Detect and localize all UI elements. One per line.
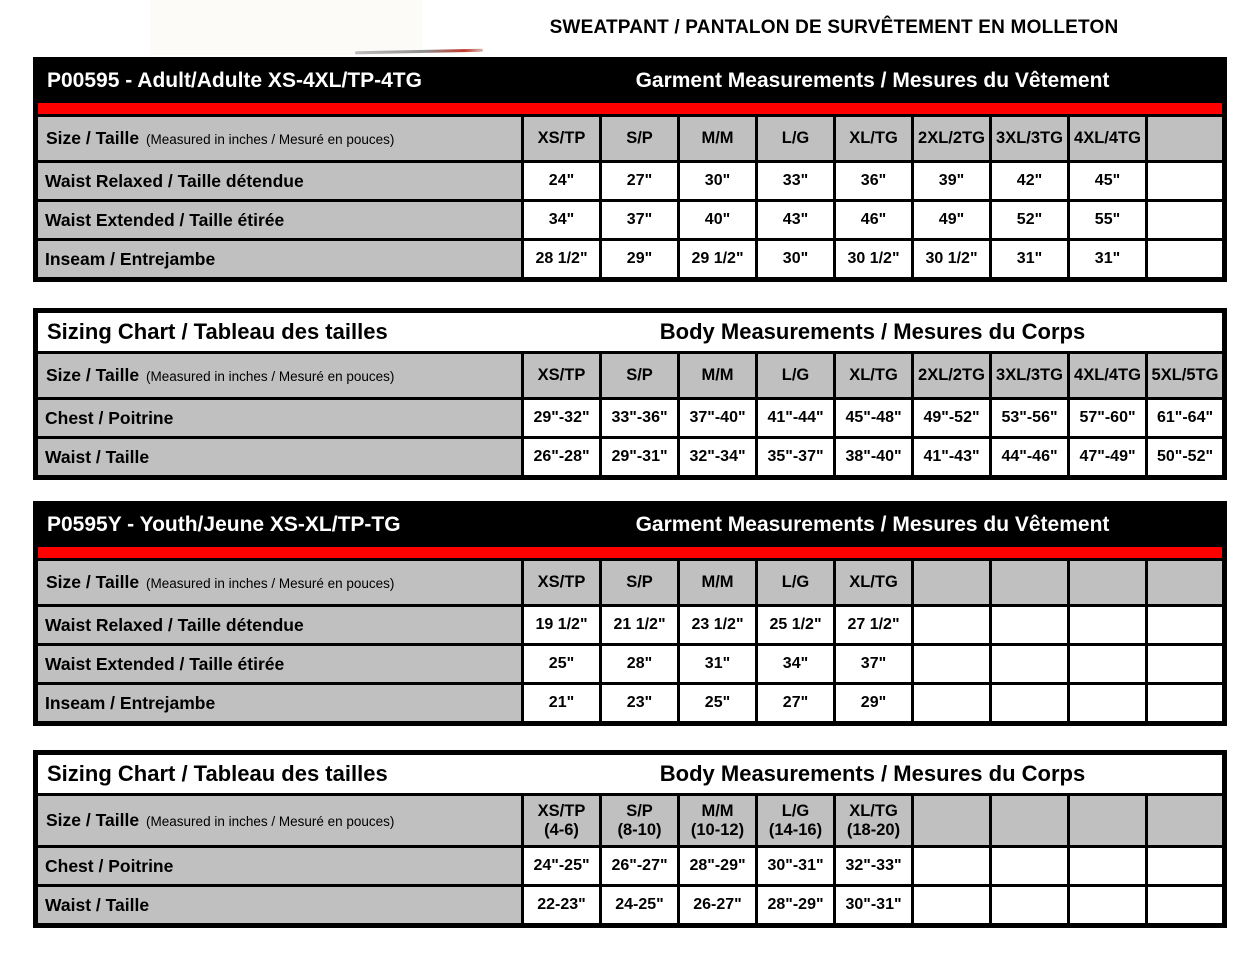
value-cell: 30"	[757, 240, 835, 280]
value-cell: 27"	[601, 162, 679, 201]
column-header-range: (8-10)	[617, 820, 662, 839]
value-cell	[913, 606, 991, 645]
column-header-label: L/G	[781, 801, 810, 820]
value-cell: 29"-32"	[523, 399, 601, 438]
column-header-label: S/P	[626, 801, 653, 820]
column-header	[991, 795, 1069, 847]
value-cell: 23"	[601, 684, 679, 724]
value-cell	[1147, 606, 1225, 645]
column-header-range: (14-16)	[768, 820, 823, 839]
value-cell: 30 1/2"	[913, 240, 991, 280]
value-cell	[1147, 162, 1225, 201]
row-label: Inseam / Entrejambe	[36, 240, 523, 280]
table-header	[36, 311, 1225, 353]
column-header	[835, 560, 913, 606]
value-cell: 33"-36"	[601, 399, 679, 438]
size-header-row	[36, 353, 1225, 399]
header-right-title: Garment Measurements / Mesures du Vêtement	[635, 69, 1110, 92]
value-cell: 29"	[601, 240, 679, 280]
value-cell: 28"-29"	[757, 886, 835, 926]
value-cell	[1069, 886, 1147, 926]
value-cell: 30"-31"	[757, 847, 835, 886]
header-right-title: Garment Measurements / Mesures du Vêtement	[635, 513, 1110, 536]
value-cell: 47"-49"	[1069, 438, 1147, 478]
value-cell: 52"	[991, 201, 1069, 240]
column-header	[991, 353, 1069, 399]
size-measure-note: (Measured in inches / Mesuré en pouces)	[146, 132, 395, 147]
column-header-label: L/G	[781, 573, 810, 592]
value-cell: 21 1/2"	[601, 606, 679, 645]
size-label-cell	[36, 353, 523, 399]
column-header	[523, 560, 601, 606]
column-header-label: 3XL/3TG	[996, 129, 1063, 148]
column-header-label: 5XL/5TG	[1151, 366, 1219, 385]
column-header	[601, 353, 679, 399]
value-cell	[1069, 645, 1147, 684]
value-cell	[913, 645, 991, 684]
value-cell: 24-25"	[601, 886, 679, 926]
column-header	[523, 795, 601, 847]
table-youth-body-measurements	[33, 750, 1227, 928]
value-cell: 21"	[523, 684, 601, 724]
table-adult-garment-measurements	[33, 57, 1227, 282]
value-cell: 29 1/2"	[679, 240, 757, 280]
size-label: Size / Taille	[46, 128, 140, 148]
column-header	[679, 116, 757, 162]
value-cell: 30"-31"	[835, 886, 913, 926]
red-stripe-row	[36, 102, 1225, 116]
column-header-label: XL/TG	[849, 573, 898, 592]
column-header-label: S/P	[626, 366, 653, 385]
value-cell	[1147, 240, 1225, 280]
table-row	[36, 201, 1225, 240]
column-header-label: L/G	[781, 129, 810, 148]
row-label: Chest / Poitrine	[36, 847, 523, 886]
value-cell	[1147, 886, 1225, 926]
value-cell: 36"	[835, 162, 913, 201]
column-header-label: XL/TG	[849, 129, 898, 148]
value-cell: 32"-33"	[835, 847, 913, 886]
column-header-label: XL/TG	[849, 366, 898, 385]
value-cell: 45"-48"	[835, 399, 913, 438]
value-cell: 24"-25"	[523, 847, 601, 886]
value-cell	[913, 684, 991, 724]
column-header	[991, 116, 1069, 162]
value-cell: 25"	[679, 684, 757, 724]
header-right-title: Body Measurements / Mesures du Corps	[659, 761, 1086, 786]
value-cell: 41"-44"	[757, 399, 835, 438]
row-label: Waist / Taille	[36, 438, 523, 478]
artifact-streak	[355, 49, 483, 55]
header-left-title: P00595 - Adult/Adulte XS-4XL/TP-4TG	[47, 69, 422, 92]
row-label: Chest / Poitrine	[36, 399, 523, 438]
value-cell: 33"	[757, 162, 835, 201]
column-header-label: XS/TP	[537, 801, 586, 820]
column-header-label: 4XL/4TG	[1074, 129, 1141, 148]
table-header-row	[36, 753, 1225, 795]
value-cell: 31"	[1069, 240, 1147, 280]
column-header	[913, 560, 991, 606]
red-stripe	[36, 102, 1225, 116]
row-label: Waist Extended / Taille étirée	[36, 201, 523, 240]
value-cell: 41"-43"	[913, 438, 991, 478]
table-row	[36, 438, 1225, 478]
column-header	[913, 116, 991, 162]
value-cell	[1069, 684, 1147, 724]
value-cell: 37"-40"	[679, 399, 757, 438]
column-header-label: XL/TG	[849, 801, 898, 820]
column-header	[1147, 560, 1225, 606]
column-header-label: 2XL/2TG	[918, 129, 985, 148]
value-cell: 28"-29"	[679, 847, 757, 886]
column-header	[757, 353, 835, 399]
value-cell: 26"-27"	[601, 847, 679, 886]
column-header	[991, 560, 1069, 606]
value-cell: 31"	[991, 240, 1069, 280]
value-cell: 28"	[601, 645, 679, 684]
column-header	[1069, 116, 1147, 162]
value-cell	[1069, 606, 1147, 645]
size-measure-note: (Measured in inches / Mesuré en pouces)	[146, 576, 395, 591]
value-cell: 30"	[679, 162, 757, 201]
value-cell: 29"	[835, 684, 913, 724]
value-cell: 50"-52"	[1147, 438, 1225, 478]
table-row	[36, 606, 1225, 645]
value-cell: 45"	[1069, 162, 1147, 201]
column-header	[679, 560, 757, 606]
header-left-title: Sizing Chart / Tableau des tailles	[47, 761, 388, 786]
column-header	[679, 795, 757, 847]
value-cell: 34"	[523, 201, 601, 240]
value-cell: 39"	[913, 162, 991, 201]
column-header-label: 3XL/3TG	[996, 366, 1063, 385]
table-adult-body-measurements	[33, 308, 1227, 480]
value-cell: 19 1/2"	[523, 606, 601, 645]
column-header	[1069, 795, 1147, 847]
size-label: Size / Taille	[46, 365, 140, 385]
value-cell	[913, 847, 991, 886]
value-cell: 26"-28"	[523, 438, 601, 478]
column-header-label: 2XL/2TG	[918, 366, 985, 385]
column-header-range: (4-6)	[544, 820, 579, 839]
column-header	[601, 795, 679, 847]
header-left-title: P0595Y - Youth/Jeune XS-XL/TP-TG	[47, 513, 401, 536]
table-header-row	[36, 504, 1225, 546]
column-header-label: XS/TP	[537, 129, 586, 148]
header-left-title: Sizing Chart / Tableau des tailles	[47, 319, 388, 344]
column-header	[757, 795, 835, 847]
value-cell: 49"-52"	[913, 399, 991, 438]
table-row	[36, 645, 1225, 684]
table-row	[36, 684, 1225, 724]
value-cell	[991, 684, 1069, 724]
size-label: Size / Taille	[46, 810, 140, 830]
column-header-label: S/P	[626, 129, 653, 148]
column-header-label: L/G	[781, 366, 810, 385]
column-header	[835, 353, 913, 399]
column-header-range: (18-20)	[846, 820, 901, 839]
value-cell: 46"	[835, 201, 913, 240]
value-cell	[991, 645, 1069, 684]
column-header-label: M/M	[701, 573, 734, 592]
value-cell: 31"	[679, 645, 757, 684]
column-header	[523, 116, 601, 162]
size-measure-note: (Measured in inches / Mesuré en pouces)	[146, 369, 395, 384]
size-label-cell	[36, 795, 523, 847]
size-header-row	[36, 560, 1225, 606]
column-header-label: M/M	[701, 129, 734, 148]
value-cell	[1147, 201, 1225, 240]
value-cell: 42"	[991, 162, 1069, 201]
table-row	[36, 399, 1225, 438]
value-cell: 26-27"	[679, 886, 757, 926]
value-cell: 27 1/2"	[835, 606, 913, 645]
value-cell: 55"	[1069, 201, 1147, 240]
column-header	[835, 795, 913, 847]
column-header-label: M/M	[701, 366, 734, 385]
size-header-row	[36, 116, 1225, 162]
value-cell: 25 1/2"	[757, 606, 835, 645]
table-row	[36, 847, 1225, 886]
column-header	[601, 560, 679, 606]
value-cell	[1147, 847, 1225, 886]
page-title: SWEATPANT / PANTALON DE SURVÊTEMENT EN MOLLETON	[549, 17, 1119, 38]
value-cell: 35"-37"	[757, 438, 835, 478]
size-measure-note: (Measured in inches / Mesuré en pouces)	[146, 814, 395, 829]
column-header	[913, 353, 991, 399]
value-cell: 57"-60"	[1069, 399, 1147, 438]
row-label: Inseam / Entrejambe	[36, 684, 523, 724]
column-header	[1147, 353, 1225, 399]
column-header-label: 4XL/4TG	[1074, 366, 1141, 385]
value-cell: 38"-40"	[835, 438, 913, 478]
value-cell: 30 1/2"	[835, 240, 913, 280]
header-right-title: Body Measurements / Mesures du Corps	[659, 319, 1086, 344]
value-cell: 32"-34"	[679, 438, 757, 478]
table-header	[36, 504, 1225, 546]
table-row	[36, 886, 1225, 926]
table-row	[36, 240, 1225, 280]
value-cell	[991, 847, 1069, 886]
value-cell	[991, 886, 1069, 926]
column-header	[757, 116, 835, 162]
value-cell: 44"-46"	[991, 438, 1069, 478]
value-cell: 25"	[523, 645, 601, 684]
column-header	[757, 560, 835, 606]
value-cell: 40"	[679, 201, 757, 240]
table-header-row	[36, 60, 1225, 102]
red-stripe-row	[36, 546, 1225, 560]
value-cell: 27"	[757, 684, 835, 724]
value-cell: 37"	[835, 645, 913, 684]
column-header-label: S/P	[626, 573, 653, 592]
column-header-label: M/M	[701, 801, 734, 820]
size-label-cell	[36, 560, 523, 606]
column-header	[835, 116, 913, 162]
table-header	[36, 753, 1225, 795]
value-cell: 28 1/2"	[523, 240, 601, 280]
row-label: Waist / Taille	[36, 886, 523, 926]
value-cell: 22-23"	[523, 886, 601, 926]
value-cell	[1147, 684, 1225, 724]
column-header	[913, 795, 991, 847]
column-header-label: XS/TP	[537, 573, 586, 592]
value-cell: 23 1/2"	[679, 606, 757, 645]
column-header	[1069, 560, 1147, 606]
column-header	[601, 116, 679, 162]
table-header	[36, 60, 1225, 102]
value-cell: 37"	[601, 201, 679, 240]
size-header-row	[36, 795, 1225, 847]
value-cell: 34"	[757, 645, 835, 684]
column-header	[1069, 353, 1147, 399]
erased-logo-artifact	[150, 0, 422, 55]
column-header-label: XS/TP	[537, 366, 586, 385]
value-cell: 24"	[523, 162, 601, 201]
table-youth-garment-measurements	[33, 501, 1227, 726]
column-header	[1147, 116, 1225, 162]
column-header	[679, 353, 757, 399]
column-header	[1147, 795, 1225, 847]
row-label: Waist Relaxed / Taille détendue	[36, 606, 523, 645]
value-cell	[1069, 847, 1147, 886]
size-label-cell	[36, 116, 523, 162]
row-label: Waist Relaxed / Taille détendue	[36, 162, 523, 201]
value-cell: 29"-31"	[601, 438, 679, 478]
table-header-row	[36, 311, 1225, 353]
value-cell	[1147, 645, 1225, 684]
size-label: Size / Taille	[46, 572, 140, 592]
column-header	[523, 353, 601, 399]
red-stripe	[36, 546, 1225, 560]
table-row	[36, 162, 1225, 201]
value-cell: 43"	[757, 201, 835, 240]
value-cell	[913, 886, 991, 926]
value-cell: 53"-56"	[991, 399, 1069, 438]
value-cell	[991, 606, 1069, 645]
row-label: Waist Extended / Taille étirée	[36, 645, 523, 684]
value-cell: 49"	[913, 201, 991, 240]
column-header-range: (10-12)	[690, 820, 745, 839]
value-cell: 61"-64"	[1147, 399, 1225, 438]
